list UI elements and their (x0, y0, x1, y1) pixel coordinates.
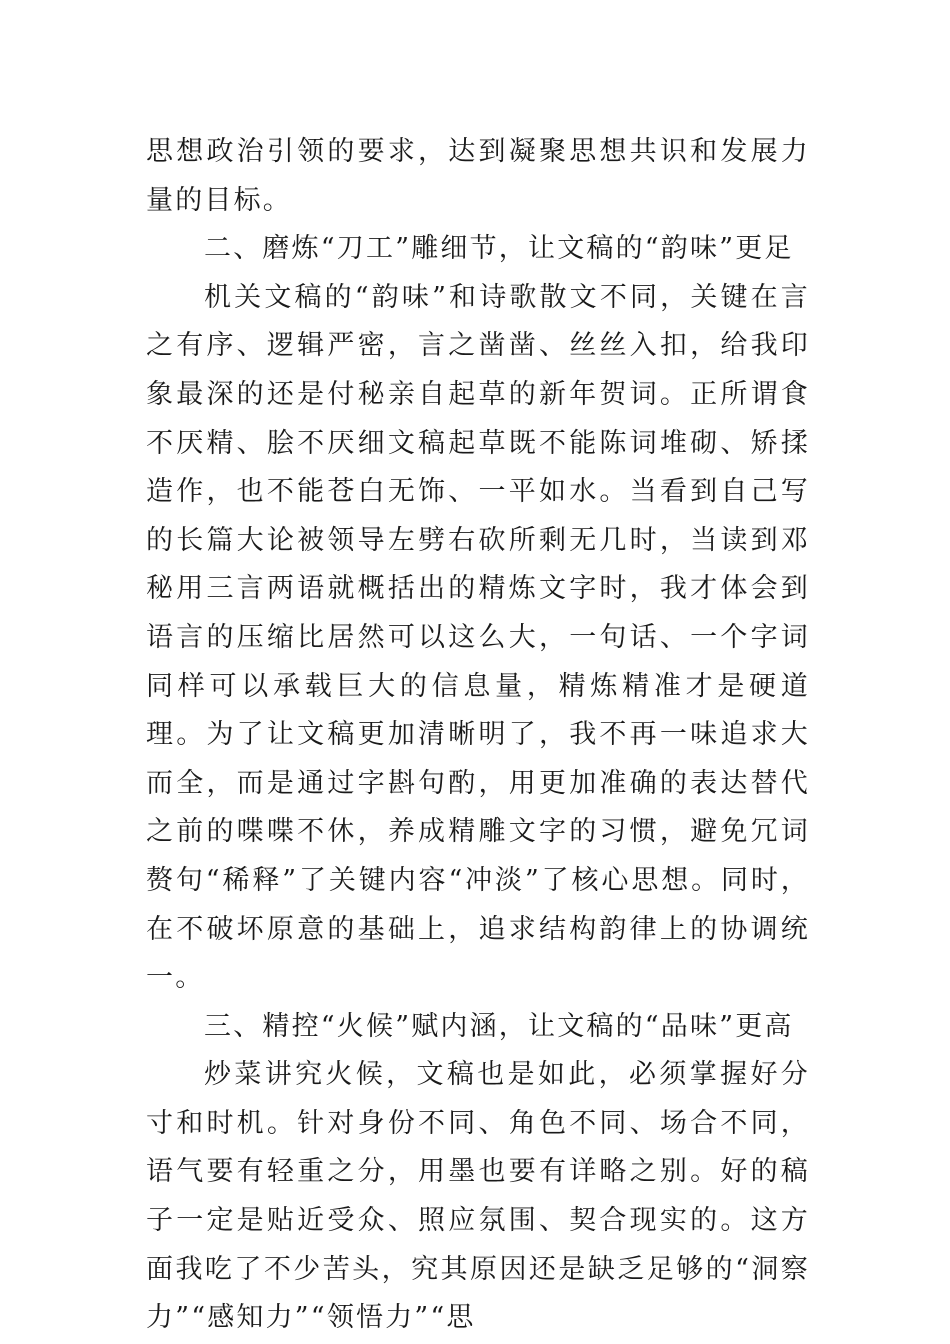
document-body (146, 128, 810, 1343)
paragraph-1: 思想政治引领的要求，达到凝聚思想共识和发展力量的目标。 (146, 136, 810, 216)
paragraph-3: 炒菜讲究火候，文稿也是如此，必须掌握好分寸和时机。针对身份不同、角色不同、场合不同，语气要有轻重之分，用墨也要有详略之别。好的稿子一定是贴近受众、照应氛围、契合现实的。这方面我吃了不少苦头，究其原因还是缺乏足够的“洞察力”“感知力”“领悟力”“思 (146, 1059, 810, 1334)
section-heading-2: 二、磨炼“刀工”雕细节，让文稿的“韵味”更足 (204, 233, 794, 265)
section-heading-3: 三、精控“火候”赋内涵，让文稿的“品味”更高 (204, 1010, 794, 1042)
paragraph-2: 机关文稿的“韵味”和诗歌散文不同，关键在言之有序、逻辑严密，言之凿凿、丝丝入扣，给我印象最深的还是付秘亲自起草的新年贺词。正所谓食不厌精、脍不厌细文稿起草既不能陈词堆砌、矫揉造作，也不能苍白无饰、一平如水。当看到自己写的长篇大论被领导左劈右砍所剩无几时，当读到邓秘用三言两语就概括出的精炼文字时，我才体会到语言的压缩比居然可以这么大，一句话、一个字词同样可以承载巨大的信息量，精炼精准才是硬道理。为了让文稿更加清晰明了，我不再一味追求大而全，而是通过字斟句酌，用更加准确的表达替代之前的喋喋不休，养成精雕文字的习惯，避免冗词赘句“稀释”了关键内容“冲淡”了核心思想。同时，在不破坏原意的基础上，追求结构韵律上的协调统一。 (146, 281, 810, 994)
